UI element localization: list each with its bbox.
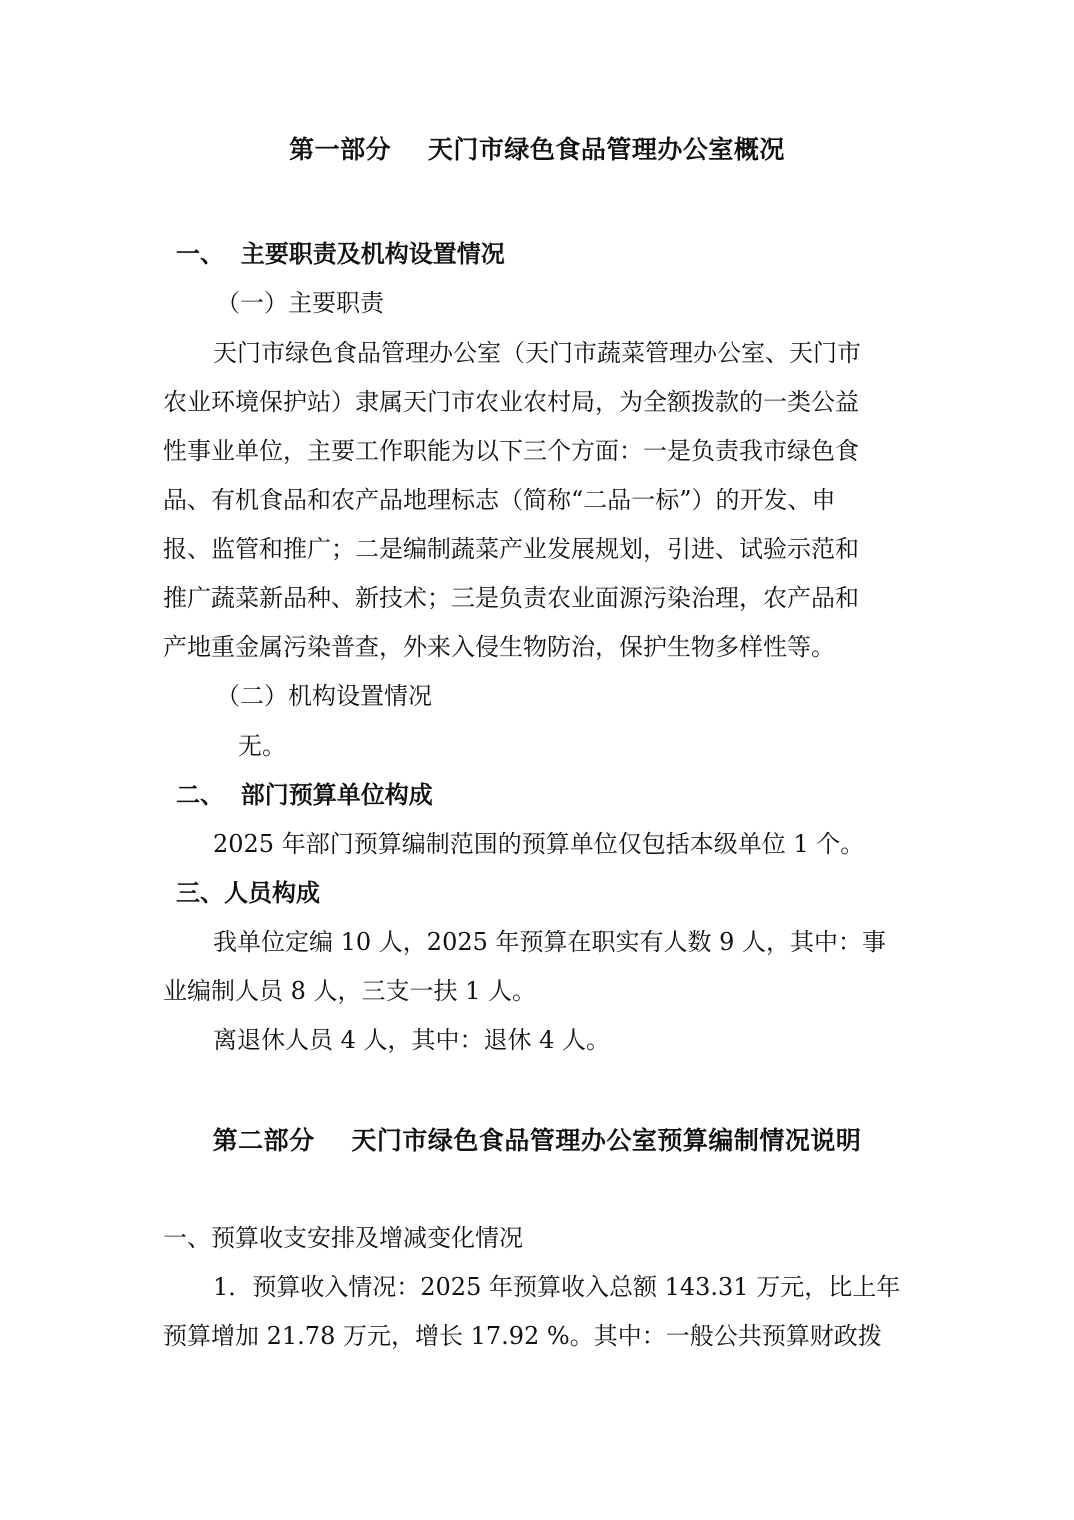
duties-line: 推广蔬菜新品种、新技术；三是负责农业面源污染治理，农产品和 xyxy=(163,584,859,612)
section3-heading: 三、人员构成 xyxy=(176,878,320,907)
duties-line: 产地重金属污染普查，外来入侵生物防治，保护生物多样性等。 xyxy=(163,633,835,661)
staff-line: 我单位定编 10 人，2025 年预算在职实有人数 9 人，其中：事 xyxy=(213,928,887,956)
duties-line: 性事业单位，主要工作职能为以下三个方面：一是负责我市绿色食 xyxy=(163,437,859,465)
sub1-heading: （一）主要职责 xyxy=(216,289,384,317)
part1-title: 第一部分 天门市绿色食品管理办公室概况 xyxy=(289,135,785,164)
income-line: 1．预算收入情况：2025 年预算收入总额 143.31 万元，比上年 xyxy=(213,1273,901,1301)
part2-section1-heading: 一、预算收支安排及增减变化情况 xyxy=(163,1224,523,1252)
duties-line: 天门市绿色食品管理办公室（天门市蔬菜管理办公室、天门市 xyxy=(213,339,861,367)
section2-body: 2025 年部门预算编制范围的预算单位仅包括本级单位 1 个。 xyxy=(213,830,865,858)
duties-line: 农业环境保护站）隶属天门市农业农村局，为全额拨款的一类公益 xyxy=(163,388,859,416)
part2-title: 第二部分 天门市绿色食品管理办公室预算编制情况说明 xyxy=(212,1126,862,1155)
staff-line: 业编制人员 8 人，三支一扶 1 人。 xyxy=(163,977,537,1005)
sub2-heading: （二）机构设置情况 xyxy=(216,682,432,710)
section1-heading: 一、 主要职责及机构设置情况 xyxy=(176,239,505,268)
duties-line: 品、有机食品和农产品地理标志（简称“二品一标”）的开发、申 xyxy=(163,486,836,514)
retired-line: 离退休人员 4 人，其中：退休 4 人。 xyxy=(213,1026,611,1054)
income-line: 预算增加 21.78 万元，增长 17.92 %。其中：一般公共预算财政拨 xyxy=(163,1322,882,1350)
section2-heading: 二、 部门预算单位构成 xyxy=(176,780,433,809)
duties-line: 报、监管和推广；二是编制蔬菜产业发展规划，引进、试验示范和 xyxy=(163,535,859,563)
sub2-body: 无。 xyxy=(238,732,286,760)
